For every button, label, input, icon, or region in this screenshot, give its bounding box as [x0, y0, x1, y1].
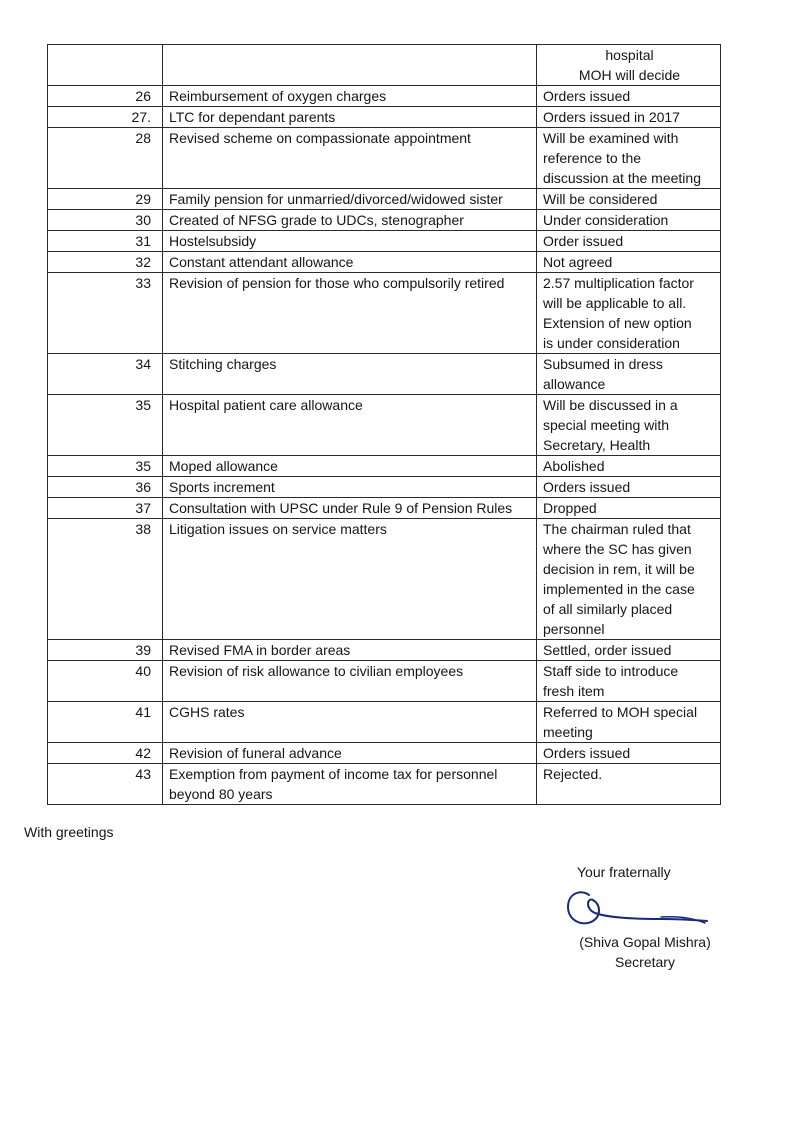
- closing-text: Your fraternally: [577, 864, 671, 880]
- table-row: [48, 702, 721, 743]
- row-number-cell: 34: [48, 354, 163, 395]
- status-line: Orders issued: [543, 88, 631, 104]
- status-line: Abolished: [543, 458, 605, 474]
- row-number-cell: 27.: [48, 107, 163, 128]
- signer-designation: Secretary: [615, 954, 675, 970]
- status-cell: [537, 86, 721, 107]
- status-cell: [537, 702, 721, 743]
- demand-item-cell: Revision of funeral advance: [163, 743, 537, 764]
- status-cell: [537, 764, 721, 805]
- demand-item-cell: Consultation with UPSC under Rule 9 of Pension Rules: [163, 498, 537, 519]
- row-number-cell: 37: [48, 498, 163, 519]
- demand-item-cell: Moped allowance: [163, 456, 537, 477]
- table-row: [48, 395, 721, 456]
- demand-item-cell: Revised scheme on compassionate appointment: [163, 128, 537, 189]
- row-number-cell: 26: [48, 86, 163, 107]
- status-line: Under consideration: [543, 212, 669, 228]
- greeting-text: With greetings: [24, 824, 114, 840]
- status-line: special meeting with: [543, 417, 670, 433]
- status-line: Orders issued: [543, 745, 631, 761]
- row-number-cell: 32: [48, 252, 163, 273]
- status-line: Order issued: [543, 233, 624, 249]
- row-number-cell: 36: [48, 477, 163, 498]
- status-line: Orders issued in 2017: [543, 109, 680, 125]
- status-line: Subsumed in dress: [543, 356, 663, 372]
- row-number-cell: [48, 45, 163, 86]
- status-cell: [537, 395, 721, 456]
- table-row: [48, 210, 721, 231]
- status-cell: [537, 252, 721, 273]
- table-row: [48, 231, 721, 252]
- status-line: decision in rem, it will be: [543, 561, 695, 577]
- row-number-cell: 33: [48, 273, 163, 354]
- status-line: of all similarly placed: [543, 601, 673, 617]
- row-number-cell: 28: [48, 128, 163, 189]
- row-number-cell: 42: [48, 743, 163, 764]
- status-line: MOH will decide: [578, 67, 681, 83]
- demand-item-cell: [163, 45, 537, 86]
- status-cell: [537, 661, 721, 702]
- status-line: Staff side to introduce: [543, 663, 679, 679]
- status-line: Orders issued: [543, 479, 631, 495]
- status-cell: [537, 354, 721, 395]
- table-row: [48, 477, 721, 498]
- status-line: Dropped: [543, 500, 597, 516]
- status-cell: [537, 273, 721, 354]
- demand-item-cell: Revision of risk allowance to civilian employees: [163, 661, 537, 702]
- status-cell: [537, 519, 721, 640]
- decisions-table: [47, 44, 721, 805]
- row-number-cell: 41: [48, 702, 163, 743]
- demand-item-cell: LTC for dependant parents: [163, 107, 537, 128]
- table-row: [48, 107, 721, 128]
- demand-item-cell: Exemption from payment of income tax for personnel beyond 80 years: [163, 764, 537, 805]
- status-line: Secretary, Health: [543, 437, 651, 453]
- status-line: Referred to MOH special: [543, 704, 698, 720]
- demand-item-cell: Revision of pension for those who compulsorily retired: [163, 273, 537, 354]
- status-line: personnel: [543, 621, 605, 637]
- row-number-cell: 29: [48, 189, 163, 210]
- table-row: [48, 354, 721, 395]
- signature-image: [565, 883, 715, 933]
- status-cell: [537, 189, 721, 210]
- table-row: [48, 252, 721, 273]
- status-line: Will be considered: [543, 191, 658, 207]
- status-cell: [537, 640, 721, 661]
- table-row: [48, 273, 721, 354]
- status-line: fresh item: [543, 683, 605, 699]
- table-row: [48, 498, 721, 519]
- demand-item-cell: CGHS rates: [163, 702, 537, 743]
- status-line: will be applicable to all.: [543, 295, 687, 311]
- status-line: where the SC has given: [543, 541, 692, 557]
- table-row: [48, 764, 721, 805]
- table-row: [48, 189, 721, 210]
- decisions-table-body: [48, 45, 721, 805]
- demand-item-cell: Constant attendant allowance: [163, 252, 537, 273]
- status-line: Extension of new option: [543, 315, 692, 331]
- table-row: [48, 128, 721, 189]
- table-row: [48, 519, 721, 640]
- row-number-cell: 30: [48, 210, 163, 231]
- status-cell: [537, 231, 721, 252]
- demand-item-cell: Hostelsubsidy: [163, 231, 537, 252]
- row-number-cell: 35: [48, 395, 163, 456]
- status-cell: [537, 743, 721, 764]
- status-line: 2.57 multiplication factor: [543, 275, 694, 291]
- status-cell: [537, 477, 721, 498]
- status-line: is under consideration: [543, 335, 680, 351]
- status-cell: [537, 498, 721, 519]
- status-line: Will be discussed in a: [543, 397, 678, 413]
- demand-item-cell: Hospital patient care allowance: [163, 395, 537, 456]
- table-row: [48, 640, 721, 661]
- table-row: [48, 86, 721, 107]
- demand-item-cell: Sports increment: [163, 477, 537, 498]
- status-line: meeting: [543, 724, 593, 740]
- table-row: [48, 661, 721, 702]
- status-line: Settled, order issued: [543, 642, 672, 658]
- demand-item-cell: Revised FMA in border areas: [163, 640, 537, 661]
- demand-item-cell: Family pension for unmarried/divorced/widowed sister: [163, 189, 537, 210]
- status-line: Not agreed: [543, 254, 613, 270]
- table-row: [48, 45, 721, 86]
- demand-item-cell: Stitching charges: [163, 354, 537, 395]
- status-line: Will be examined with: [543, 130, 679, 146]
- row-number-cell: 40: [48, 661, 163, 702]
- row-number-cell: 39: [48, 640, 163, 661]
- status-line: hospital: [605, 47, 654, 63]
- status-cell: [537, 456, 721, 477]
- row-number-cell: 31: [48, 231, 163, 252]
- table-row: [48, 456, 721, 477]
- signer-name: (Shiva Gopal Mishra): [579, 934, 711, 950]
- demand-item-cell: Reimbursement of oxygen charges: [163, 86, 537, 107]
- status-line: implemented in the case: [543, 581, 695, 597]
- status-line: The chairman ruled that: [543, 521, 691, 537]
- row-number-cell: 35: [48, 456, 163, 477]
- row-number-cell: 43: [48, 764, 163, 805]
- status-cell: [537, 128, 721, 189]
- status-cell: [537, 210, 721, 231]
- demand-item-cell: Litigation issues on service matters: [163, 519, 537, 640]
- status-cell: [537, 45, 721, 86]
- table-row: [48, 743, 721, 764]
- status-line: allowance: [543, 376, 606, 392]
- demand-item-cell: Created of NFSG grade to UDCs, stenographer: [163, 210, 537, 231]
- status-line: discussion at the meeting: [543, 170, 701, 186]
- status-line: Rejected.: [543, 766, 603, 782]
- row-number-cell: 38: [48, 519, 163, 640]
- status-cell: [537, 107, 721, 128]
- status-line: reference to the: [543, 150, 642, 166]
